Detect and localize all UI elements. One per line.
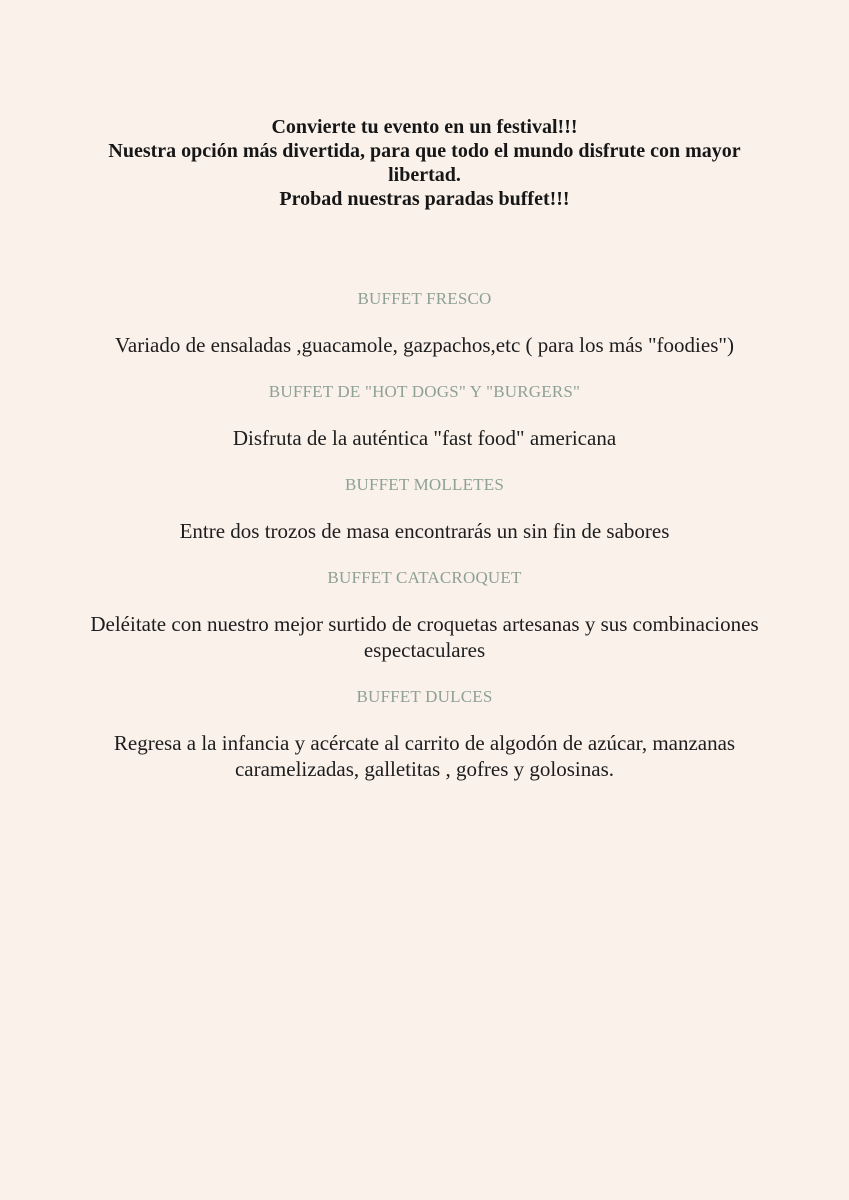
section-description: Disfruta de la auténtica "fast food" americana: [232, 426, 617, 450]
section-description: Deléitate con nuestro mejor surtido de croquetas artesanas y sus combinaciones espectaculares: [90, 612, 759, 662]
intro-line-2: Nuestra opción más divertida, para que todo el mundo disfrute con mayor: [108, 140, 741, 162]
buffet-section-dulces: [50, 684, 799, 782]
intro-block: [60, 115, 789, 211]
section-description: Entre dos trozos de masa encontrarás un sin fin de sabores: [179, 519, 670, 543]
buffet-section-fresco: [50, 286, 799, 358]
buffet-section-molletes: [50, 472, 799, 544]
buffet-section-catacroquet: [50, 565, 799, 663]
section-description: Variado de ensaladas ,guacamole, gazpachos,etc ( para los más "foodies"): [115, 333, 734, 357]
intro-line-3: libertad.: [388, 164, 461, 186]
section-title: BUFFET DE "HOT DOGS" Y "BURGERS": [268, 382, 581, 401]
buffet-list: [50, 286, 799, 803]
section-title: BUFFET CATACROQUET: [327, 568, 522, 587]
section-description: Regresa a la infancia y acércate al carrito de algodón de azúcar, manzanas caramelizadas, galletitas , gofres y golosinas.: [113, 731, 736, 781]
section-title: BUFFET DULCES: [356, 687, 493, 706]
intro-line-1: Convierte tu evento en un festival!!!: [271, 116, 578, 138]
intro-line-4: Probad nuestras paradas buffet!!!: [279, 188, 570, 210]
section-title: BUFFET MOLLETES: [344, 475, 504, 494]
buffet-section-hot-dogs: [50, 379, 799, 451]
section-title: BUFFET FRESCO: [357, 289, 492, 308]
